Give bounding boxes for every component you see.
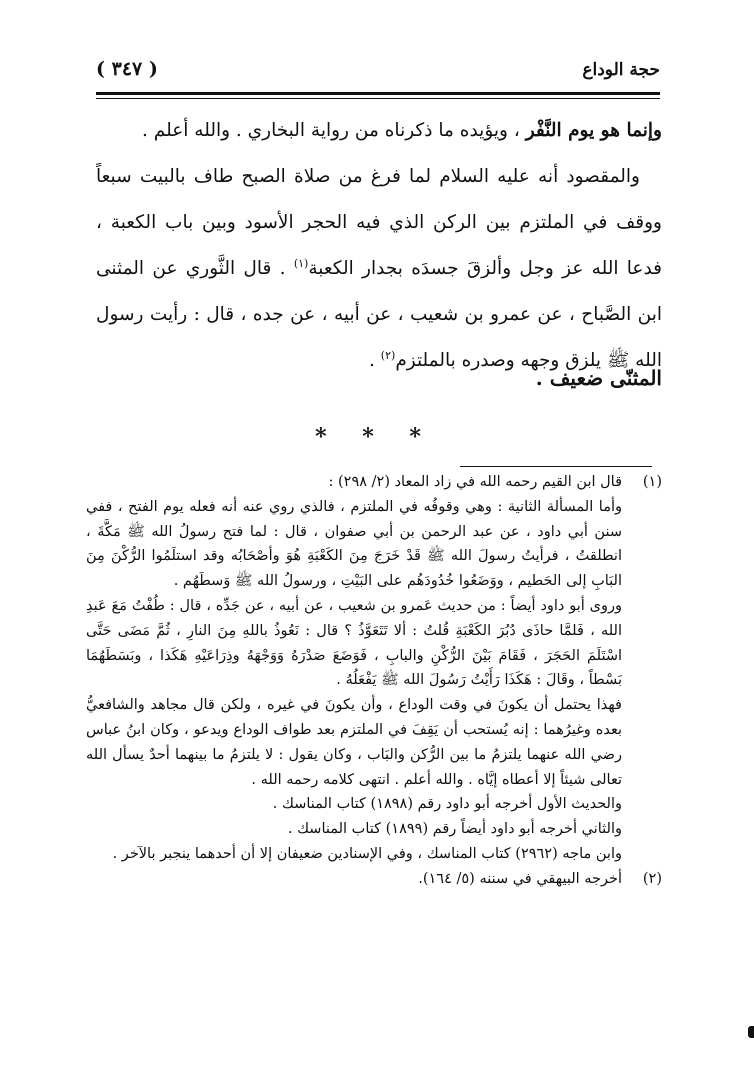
footnote-2 <box>86 867 662 892</box>
paragraph-2 <box>96 154 662 384</box>
footnote-1-line: وروى أبو داود أيضاً : من حديث عَمرو بن شعيب ، عن أبيه ، عن جَدِّه ، قال : طُفْتُ مَعَ عَبدِ الله ، فَلمَّا حاذَى دُبُرَ الكَعْبَةِ قُلتُ : ألا تَتَعَوَّذُ ؟ قال : نَعُوذُ باللهِ مِنَ النارِ ، ثُمَّ مَضَى حَتَّى اسْتَلَمَ الحَجَرَ ، فَقَامَ بَيْنَ الرُّكْنِ والبابِ ، فَوَضَعَ صَدْرَهُ وَوَجْهَهُ وذِرَاعَيْهِ هَكَذا ، وبَسَطَهُمَا بَسْطاً ، وقَالَ : هَكَذَا رَأَيْتُ رَسُولَ الله ﷺ يَفْعَلُهُ . <box>86 597 622 689</box>
paragraph-2-text: والمقصود أنه عليه السلام لما فرغ من صلاة الصبح طاف بالبيت سبعاً ووقف في الملتزم بين الركن الذي فيه الحجر الأسود وبين باب الكعبة ، فدعا الله عز وجل وألزقَ جسدَه بجدار الكعبة <box>96 166 663 279</box>
footnote-1-line: فهذا يحتمل أن يكونَ في وقت الوداع ، وأن يكونَ في غيره ، ولكن قال مجاهد والشافعيُّ بعده وغيرُهما : إنه يُستحب أن يَقِفَ في الملتزم بعد طواف الوداع ويدعو ، وكان ابنُ عباس رضي الله عنهما يلتزمُ ما بين الرُّكن والبَاب ، وكان يقول : لا يلتزمُ ما بينهما أحدٌ يسأل الله تعالى شيئاً إلا أعطاه إيَّاه . والله أعلم . انتهى كلامه رحمه الله . <box>86 697 622 788</box>
footnote-separator <box>460 466 652 467</box>
footnote-2-number: (٢) <box>642 870 662 887</box>
paragraph-1 <box>96 108 662 154</box>
footnote-1-line: والثاني أخرجه أبو داود أيضاً رقم (١٨٩٩) كتاب المناسك . <box>287 821 622 838</box>
paragraph-1-lead: وإنما هو يوم النَّفْر <box>525 120 662 141</box>
paragraph-2-end: . <box>369 350 381 371</box>
header-rule-thin <box>96 98 660 99</box>
running-title: حجة الوداع <box>582 60 660 80</box>
page-number: ( ٣٤٧ ) <box>96 58 158 80</box>
footnote-1-number: (١) <box>642 474 662 490</box>
scan-edge-mark <box>748 1026 754 1038</box>
footnote-1-line: قال ابن القيم رحمه الله في زاد المعاد (٢/ ٢٩٨) : <box>328 474 622 490</box>
footnote-1-line: والحديث الأول أخرجه أبو داود رقم (١٨٩٨) كتاب المناسك . <box>272 796 622 813</box>
page-header <box>96 52 660 92</box>
conclusion-line: المثنّى ضعيف . <box>535 366 662 390</box>
header-rule-thick <box>96 92 660 95</box>
footnote-1 <box>86 470 662 867</box>
footnote-ref-2[interactable]: (٢) <box>380 348 396 362</box>
main-text <box>96 108 662 384</box>
footnote-1-line: وأما المسألة الثانية : وهي وقوفُه في الملتزم ، فالذي روي عنه أنه فعله يوم الفتح ، ففي سنن أبي داود ، عن عبد الرحمن بن أبي صفوان ، قال : لما فتح رسولُ الله ﷺ مَكَّةَ ، انطلقتُ ، فرأيتُ رسولَ الله ﷺ قَدْ خَرَجَ مِنَ الكَعْبَةِ هُوَ وأصْحَابُه وقد استلَمُوا الرُّكْنَ مِنَ البَابِ إلى الحَطيم ، ووَضَعُوا خُدُودَهُم على البَيْتِ ، ورسولُ الله ﷺ وَسطَهُم . <box>86 498 622 590</box>
footnote-2-text: أخرجه البيهقي في سننه (٥/ ١٦٤). <box>418 870 622 887</box>
footnotes <box>86 470 662 892</box>
paragraph-2-continued: . قال الثَّوري عن المثنى ابن الصَّباح ، عن عمرو بن شعيب ، عن أبيه ، عن جده ، قال : رأيت رسول الله ﷺ يلزق وجهه وصدره بالملتزم <box>96 258 662 371</box>
paragraph-1-rest: ، ويؤيده ما ذكرناه من رواية البخاري . والله أعلم . <box>142 120 526 141</box>
section-divider: * * * <box>315 424 435 450</box>
footnote-1-line: وابن ماجه (٢٩٦٢) كتاب المناسك ، وفي الإسنادين ضعيفان إلا أن أحدهما ينجبر بالآخر . <box>112 845 622 862</box>
footnote-ref-1[interactable]: (١) <box>293 256 309 270</box>
